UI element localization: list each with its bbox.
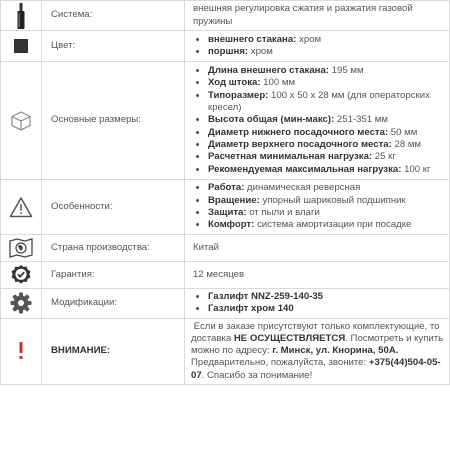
color-square-icon bbox=[14, 39, 28, 53]
dimensions-label: Основные размеры: bbox=[42, 62, 185, 180]
spec-row-system bbox=[1, 1, 450, 31]
warranty-icon-cell bbox=[1, 262, 42, 289]
dimensions-value bbox=[185, 62, 450, 180]
list-item: • Газлифт NNZ-259-140-35 bbox=[208, 291, 446, 303]
country-icon-cell bbox=[1, 235, 42, 262]
country-label: Страна производства: bbox=[42, 235, 185, 262]
spec-row-warranty bbox=[1, 262, 450, 289]
list-item: • внешнего стакана: хром bbox=[208, 34, 446, 46]
gear-icon bbox=[10, 292, 32, 314]
warranty-label: Гарантия: bbox=[42, 262, 185, 289]
warning-triangle-icon bbox=[9, 196, 33, 218]
warranty-check-icon bbox=[10, 264, 32, 286]
color-icon-cell bbox=[1, 31, 42, 62]
cube-icon bbox=[10, 110, 32, 132]
features-label: Особенности: bbox=[42, 180, 185, 235]
list-item: • Работа: динамическая реверсная bbox=[208, 182, 446, 194]
list-item: • Длина внешнего стакана: 195 мм bbox=[208, 65, 446, 77]
list-item: • Защита: от пыли и влаги bbox=[208, 207, 446, 219]
list-item: • Рекомендуемая максимальная нагрузка: 100 кг bbox=[208, 164, 446, 176]
globe-map-icon bbox=[9, 238, 33, 258]
list-item: • Вращение: упорный шариковый подшипник bbox=[208, 195, 446, 207]
spec-row-notice bbox=[1, 318, 450, 384]
modifications-value bbox=[185, 289, 450, 319]
color-label: Цвет: bbox=[42, 31, 185, 62]
list-item: • Комфорт: система амортизации при посадке bbox=[208, 219, 446, 231]
list-item: • Диаметр нижнего посадочного места: 50 мм bbox=[208, 127, 446, 139]
list-item: • Газлифт хром 140 bbox=[208, 303, 446, 315]
color-value bbox=[185, 31, 450, 62]
list-item: • Высота общая (мин-макс): 251-351 мм bbox=[208, 114, 446, 126]
list-item: • Ход штока: 100 мм bbox=[208, 77, 446, 89]
notice-icon-cell bbox=[1, 318, 42, 384]
notice-label: ВНИМАНИЕ: bbox=[42, 318, 185, 384]
system-icon-cell bbox=[1, 1, 42, 31]
spec-row-dimensions bbox=[1, 62, 450, 180]
notice-text: Если в заказе присутствуют только комплектующие, то доставка НЕ ОСУЩЕСТВЛЯЕТСЯ. Посмотреть и купить можно по адресу: г. Минск, ул. Кнорина, 50А. Предварительно, пожалуйста, звоните: +375(44)504-05-07. Спасибо за понимание! bbox=[185, 318, 450, 384]
list-item: • Диаметр верхнего посадочного места: 28 мм bbox=[208, 139, 446, 151]
spec-row-modifications bbox=[1, 289, 450, 319]
warranty-value: 12 месяцев bbox=[185, 262, 450, 289]
modifications-label: Модификации: bbox=[42, 289, 185, 319]
system-value: внешняя регулировка сжатия и разжатия газовой пружины bbox=[185, 1, 450, 31]
system-label: Система: bbox=[42, 1, 185, 31]
country-value: Китай bbox=[185, 235, 450, 262]
dimensions-icon-cell bbox=[1, 62, 42, 180]
spec-row-color bbox=[1, 31, 450, 62]
gas-cylinder-icon bbox=[16, 3, 26, 29]
spec-row-features bbox=[1, 180, 450, 235]
list-item: • Типоразмер: 100 х 50 х 28 мм (для операторских кресел) bbox=[208, 90, 446, 115]
list-item: • поршня: хром bbox=[208, 46, 446, 58]
features-value bbox=[185, 180, 450, 235]
exclamation-icon bbox=[17, 342, 25, 360]
modifications-icon-cell bbox=[1, 289, 42, 319]
features-icon-cell bbox=[1, 180, 42, 235]
list-item: • Расчетная минимальная нагрузка: 25 кг bbox=[208, 151, 446, 163]
spec-row-country bbox=[1, 235, 450, 262]
